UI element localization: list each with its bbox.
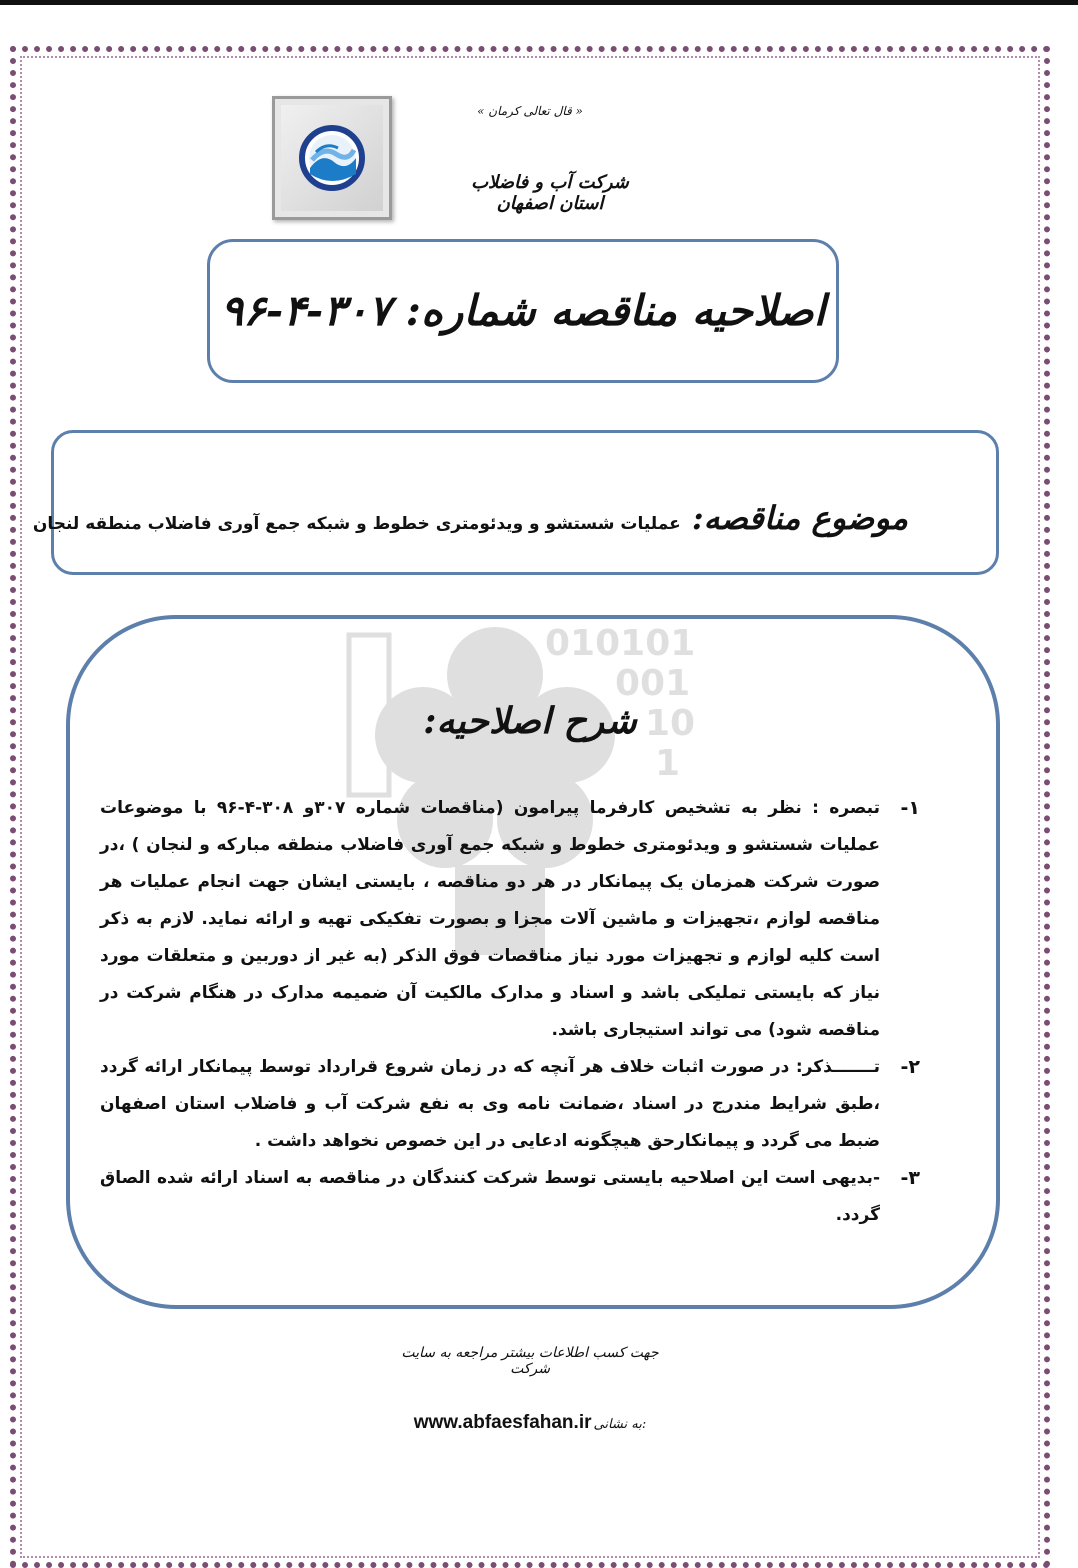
list-item (100, 1160, 920, 1234)
subject-row (32, 499, 908, 537)
subject-box (32, 430, 999, 575)
item-text: تـــــــذکر: در صورت اثبات خلاف هر آنچه که در زمان شروع قرارداد توسط پیمانکار ارائه گردد ،طبق شرایط مندرج در اسناد ،ضمانت نامه وی به نفع شرکت آب و فاضلاب استان اصفهان ضبط می گردد و پیمانکارحق هیچگونه ادعایی در این خصوص نخواهد داشت . (100, 1057, 880, 1151)
top-bar (0, 0, 1078, 5)
footer-site (380, 1412, 680, 1434)
svg-text:1: 1 (655, 743, 681, 784)
item-number: ۲- (900, 1056, 920, 1078)
svg-text:001: 001 (615, 663, 691, 704)
water-wave-logo-icon (298, 122, 366, 194)
subject-text: عملیات شستشو و ویدئومتری خطوط و شبکه جمع آوری فاضلاب منطقه لنجان (32, 514, 681, 534)
company-name: شرکت آب و فاضلاب استان اصفهان (471, 172, 629, 214)
svg-text:010101: 010101 (545, 623, 696, 664)
subject-label: موضوع مناقصه: (691, 499, 908, 537)
website-label: به نشانی: (593, 1417, 647, 1432)
header-invocation: « قال تعالی کرمان » (477, 104, 583, 118)
item-number: ۳- (900, 1167, 920, 1189)
list-item (100, 790, 920, 1049)
title-box (207, 239, 839, 383)
page-title: اصلاحیه مناقصه شماره: ۳۰۷-۴-۹۶ (220, 286, 826, 335)
item-text: -بدیهی است این اصلاحیه بایستی توسط شرکت کنندگان در مناقصه به اسناد ارائه شده الصاق گردد. (100, 1168, 880, 1225)
item-text: تبصره : نظر به تشخیص کارفرما پیرامون (مناقصات شماره ۳۰۷و ۳۰۸-۴-۹۶ با موضوعات عملیات شستشو و ویدئومتری خطوط و شبکه جمع آوری فاضلاب منطقه مبارکه و لنجان ) ،در صورت شرکت همزمان یک پیمانکار در هر دو مناقصه ، بایستی ایشان جهت انجام عملیات هر مناقصه لوازم ،تجهیزات و ماشین آلات مجزا و بصورت تفکیکی تهیه و ارائه نماید. لازم به ذکر است کلیه لوازم و تجهیزات مورد نیاز مناقصات فوق الذکر (به غیر از دوربین و متعلقات مورد نیاز که بایستی تملیکی باشد و اسناد و مدارک مالکیت آن ضمیمه مدارک در هنگام شرکت در مناقصه شود) می تواند استیجاری باشد. (100, 798, 880, 1040)
description-heading: شرح اصلاحیه: (423, 700, 637, 742)
svg-text:10: 10 (645, 703, 696, 744)
list-item (100, 1049, 920, 1160)
website-link[interactable]: www.abfaesfahan.ir (413, 1412, 592, 1433)
item-number: ۱- (900, 797, 920, 819)
company-logo (272, 96, 392, 220)
footer-note: جهت کسب اطلاعات بیشتر مراجعه به سایت شرکت (401, 1345, 659, 1377)
description-items (100, 790, 920, 1234)
